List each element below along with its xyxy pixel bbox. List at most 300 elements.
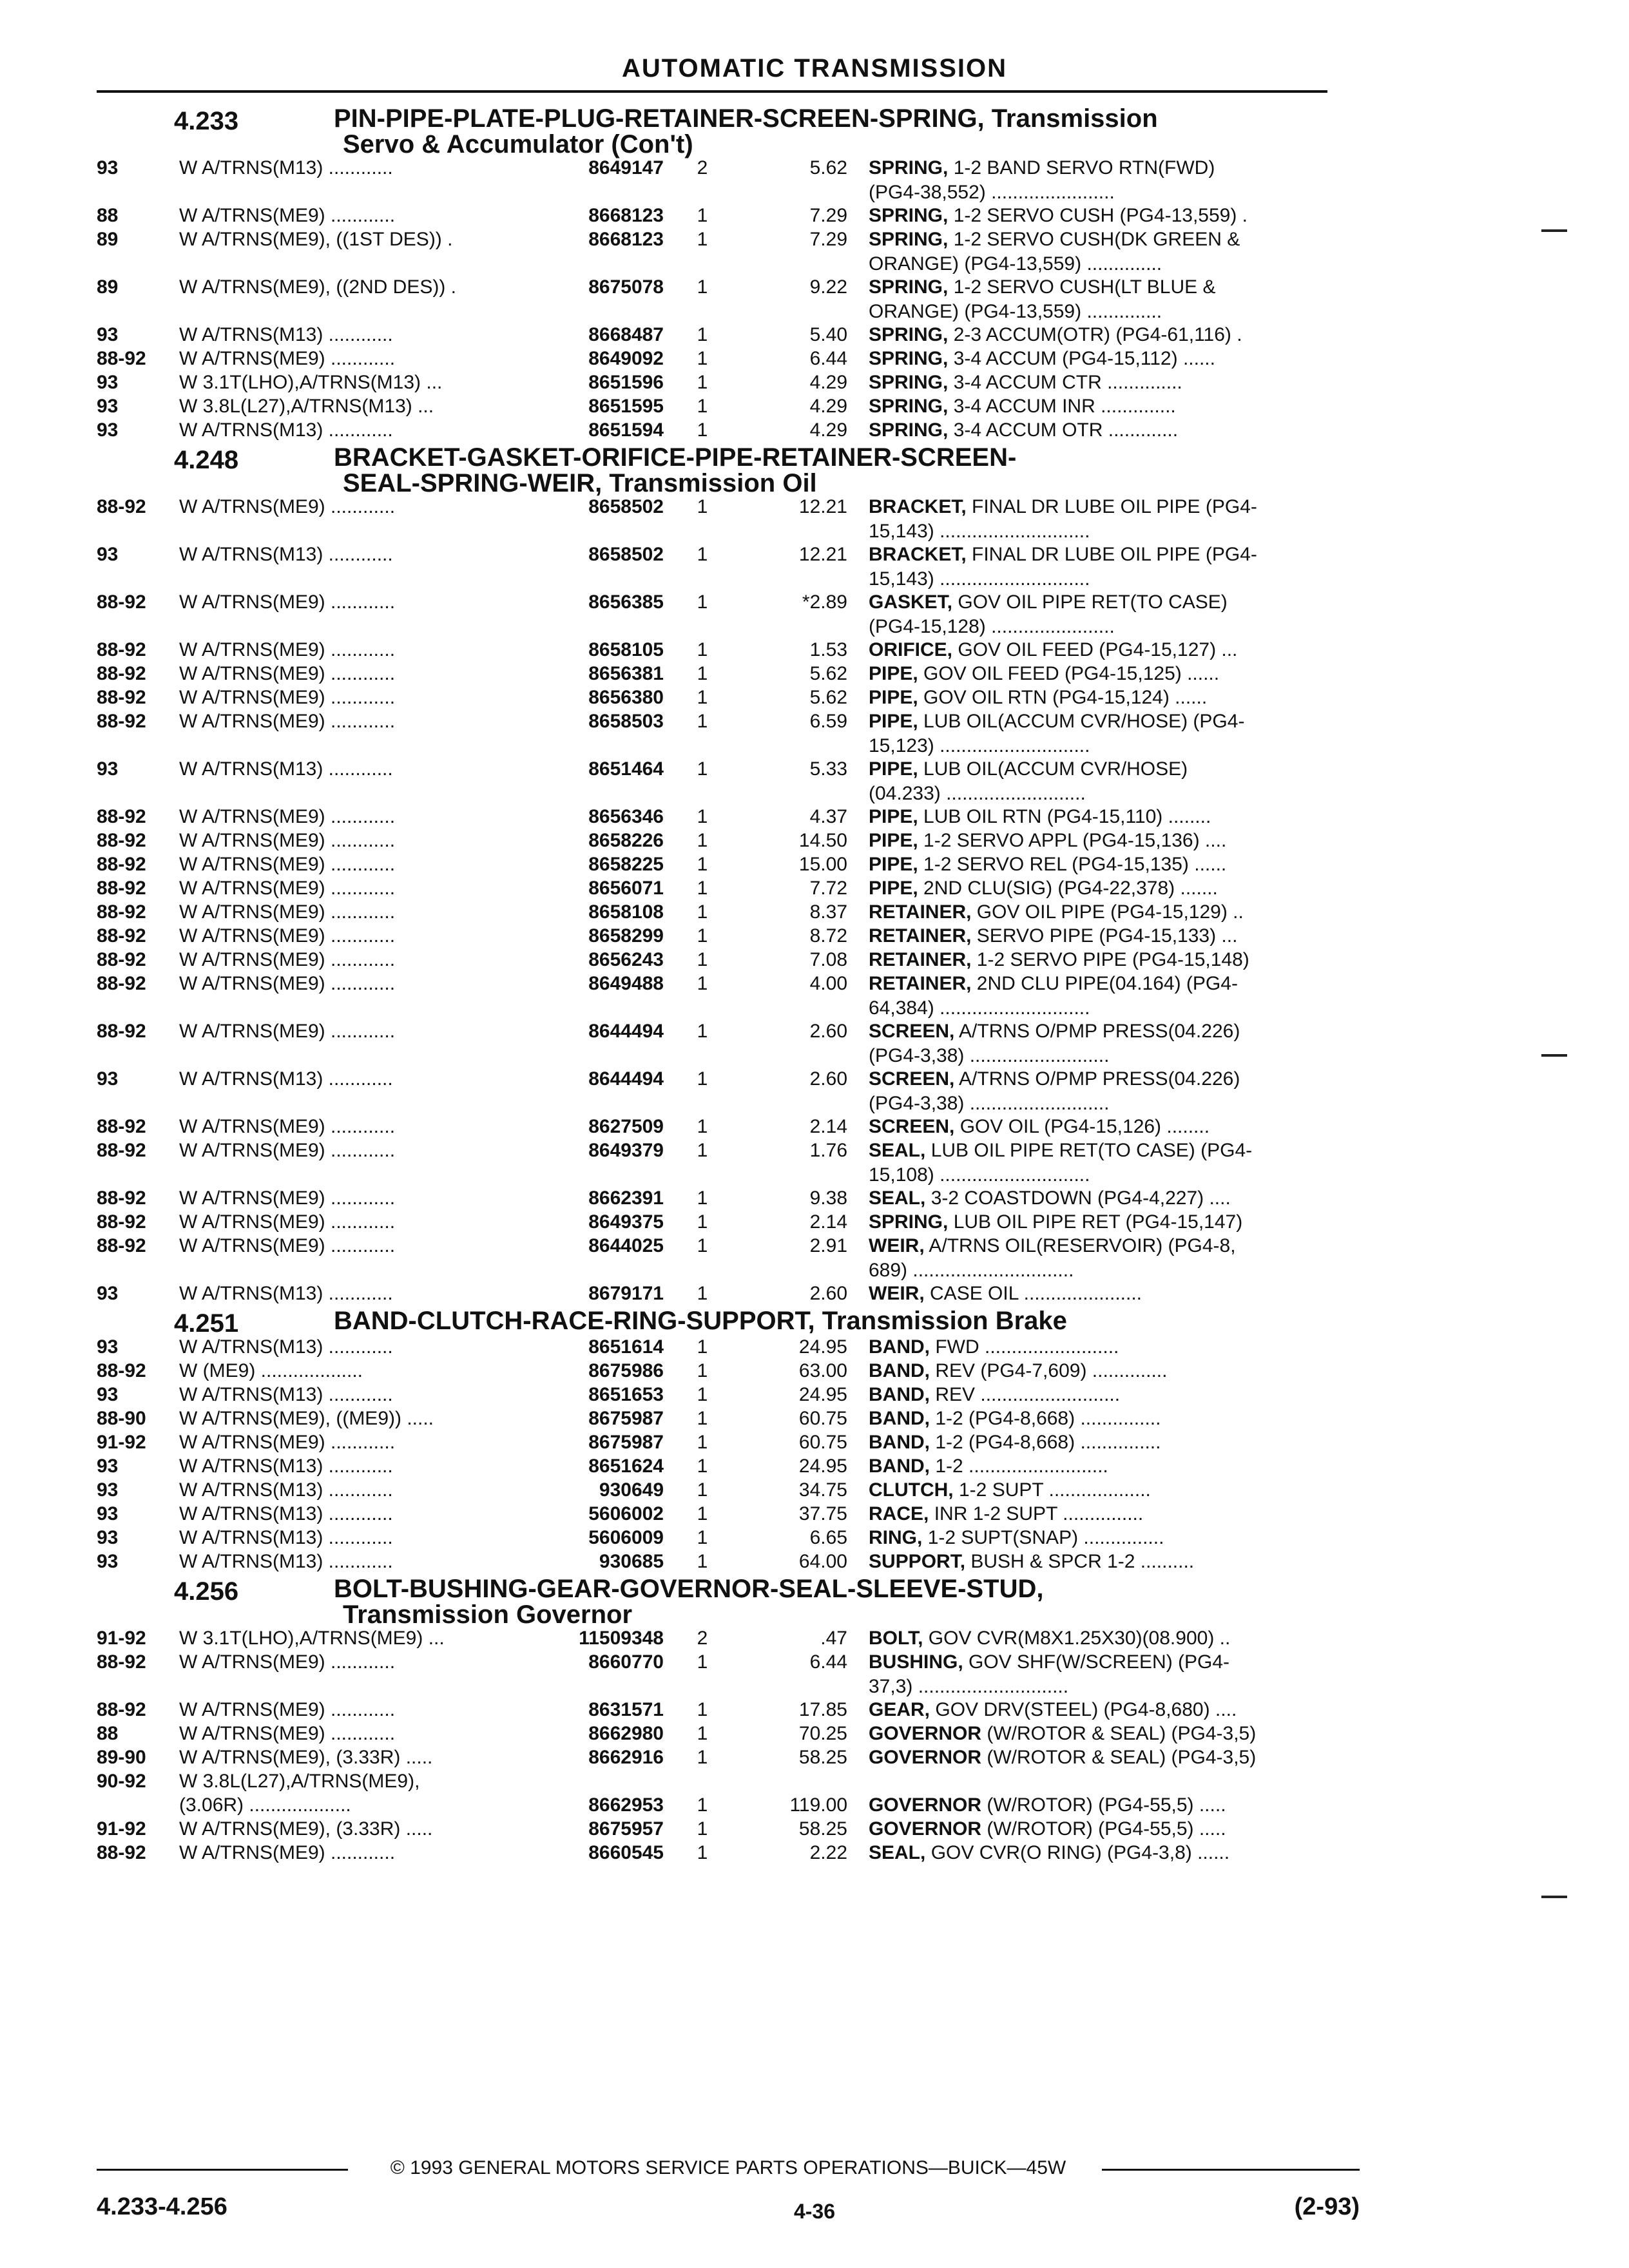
part-detail: LUB OIL RTN (PG4-15,110) ........	[923, 806, 1211, 827]
table-row	[97, 323, 1360, 347]
quantity: 1	[697, 758, 708, 780]
part-number: 8644494	[588, 1021, 664, 1042]
part-description	[869, 805, 1358, 829]
part-detail: 1-2 SERVO APPL (PG4-15,136) ....	[923, 830, 1227, 851]
table-row	[97, 275, 1360, 323]
part-description	[869, 1817, 1358, 1841]
part-name: SCREEN,	[869, 1068, 955, 1090]
price: 6.59	[809, 711, 847, 732]
part-name: PIPE,	[869, 806, 918, 827]
part-name: SPRING,	[869, 348, 949, 369]
quantity: 1	[697, 663, 708, 684]
quantity: 1	[697, 1432, 708, 1453]
part-description	[869, 204, 1358, 228]
part-description	[869, 1359, 1358, 1383]
header-rule	[97, 90, 1327, 93]
part-description	[869, 394, 1358, 419]
quantity: 1	[697, 1283, 708, 1304]
quantity: 1	[697, 949, 708, 970]
table-row	[97, 590, 1360, 638]
quantity: 1	[697, 1479, 708, 1501]
application: W A/TRNS(M13) ............	[179, 1068, 393, 1090]
part-name: PIPE,	[869, 711, 918, 732]
table-row	[97, 1478, 1360, 1502]
part-description	[869, 948, 1358, 972]
price: .47	[820, 1628, 847, 1649]
part-detail: BUSH & SPCR 1-2 ..........	[970, 1551, 1195, 1572]
model-year: 93	[97, 1456, 119, 1477]
section-header	[97, 103, 1360, 159]
part-name: PIPE,	[869, 687, 918, 708]
application: W A/TRNS(M13) ............	[179, 419, 393, 441]
part-description	[869, 686, 1358, 710]
part-number: 11509348	[579, 1628, 664, 1649]
part-name: BAND,	[869, 1384, 930, 1405]
application: W A/TRNS(ME9) ............	[179, 496, 396, 517]
part-number: 8649092	[588, 348, 664, 369]
part-description	[869, 1526, 1358, 1550]
model-year: 88-92	[97, 663, 146, 684]
section-title	[334, 1308, 1067, 1334]
model-year: 88-92	[97, 687, 146, 708]
table-row	[97, 1019, 1360, 1067]
quantity: 1	[697, 276, 708, 298]
model-year: 88-92	[97, 639, 146, 660]
quantity: 1	[697, 1187, 708, 1209]
table-row	[97, 805, 1360, 829]
part-name: SPRING,	[869, 157, 949, 178]
part-name: GEAR,	[869, 1699, 930, 1720]
part-name: SPRING,	[869, 396, 949, 417]
part-detail: GOV OIL PIPE (PG4-15,129) ..	[976, 901, 1244, 923]
part-description	[869, 156, 1358, 205]
part-name: PIPE,	[869, 878, 918, 899]
application: W A/TRNS(ME9) ............	[179, 973, 396, 994]
application: W A/TRNS(M13) ............	[179, 157, 393, 178]
part-detail: GOV SHF(W/SCREEN) (PG4- 37,3) ............................	[869, 1651, 1230, 1697]
application: W (ME9) ...................	[179, 1360, 363, 1381]
application: W A/TRNS(ME9) ............	[179, 1651, 396, 1673]
part-name: GOVERNOR	[869, 1794, 982, 1816]
part-description	[869, 709, 1358, 758]
part-number: 8675957	[588, 1818, 664, 1840]
application: W 3.1T(LHO),A/TRNS(ME9) ...	[179, 1628, 445, 1649]
margin-mark	[1541, 1896, 1567, 1898]
part-description	[869, 1550, 1358, 1574]
part-description	[869, 662, 1358, 686]
part-name: RETAINER,	[869, 925, 972, 947]
application: W A/TRNS(M13) ............	[179, 1456, 393, 1477]
part-number: 8660545	[588, 1842, 664, 1863]
quantity: 1	[697, 1336, 708, 1358]
part-detail: 3-4 ACCUM (PG4-15,112) ......	[953, 348, 1215, 369]
part-number: 8675987	[588, 1432, 664, 1453]
part-name: SPRING,	[869, 324, 949, 345]
price: 5.40	[809, 324, 847, 345]
table-row	[97, 394, 1360, 418]
part-number: 8631571	[588, 1699, 664, 1720]
model-year: 88-92	[97, 1651, 146, 1673]
table-row	[97, 1234, 1360, 1282]
part-name: GASKET,	[869, 591, 953, 613]
table-row	[97, 495, 1360, 543]
price: 58.25	[798, 1747, 847, 1768]
part-detail: 2ND CLU(SIG) (PG4-22,378) .......	[923, 878, 1218, 899]
catalog-section	[97, 442, 1360, 1305]
part-name: BAND,	[869, 1408, 930, 1429]
application: W A/TRNS(ME9) ............	[179, 1699, 396, 1720]
part-number: 8675986	[588, 1360, 664, 1381]
part-description	[869, 1115, 1358, 1139]
model-year: 93	[97, 324, 119, 345]
table-row	[97, 948, 1360, 972]
model-year: 93	[97, 1527, 119, 1548]
part-description	[869, 638, 1358, 662]
price: 37.75	[798, 1503, 847, 1524]
table-row	[97, 1359, 1360, 1383]
model-year: 88-92	[97, 591, 146, 613]
table-row	[97, 638, 1360, 662]
part-name: SCREEN,	[869, 1021, 955, 1042]
application: W 3.1T(LHO),A/TRNS(M13) ...	[179, 372, 443, 393]
section-number: 4.251	[174, 1309, 239, 1338]
part-detail: 3-2 COASTDOWN (PG4-4,227) ....	[930, 1187, 1231, 1209]
application: W A/TRNS(ME9) ............	[179, 663, 396, 684]
application: W A/TRNS(ME9) ............	[179, 1235, 396, 1256]
model-year: 93	[97, 1336, 119, 1358]
application: W A/TRNS(ME9) ............	[179, 1432, 396, 1453]
application: W A/TRNS(M13) ............	[179, 758, 393, 780]
part-number: 8644494	[588, 1068, 664, 1090]
application: W A/TRNS(ME9), (3.33R) .....	[179, 1747, 433, 1768]
section-title	[334, 445, 1016, 496]
part-detail: 1-2 SUPT ...................	[959, 1479, 1151, 1501]
part-number: 8649488	[588, 973, 664, 994]
part-description	[869, 924, 1358, 948]
model-year: 89-90	[97, 1747, 146, 1768]
model-year: 88-92	[97, 973, 146, 994]
price: 5.33	[809, 758, 847, 780]
part-description	[869, 1407, 1358, 1431]
part-number: 8651624	[588, 1456, 664, 1477]
quantity: 1	[697, 806, 708, 827]
quantity: 1	[697, 901, 708, 923]
part-name: WEIR,	[869, 1283, 925, 1304]
part-detail: 1-2 SERVO PIPE (PG4-15,148)	[976, 949, 1249, 970]
part-description	[869, 876, 1358, 901]
part-name: RACE,	[869, 1503, 929, 1524]
part-description	[869, 852, 1358, 877]
model-year: 88-92	[97, 949, 146, 970]
application: W A/TRNS(ME9) ............	[179, 687, 396, 708]
part-name: RETAINER,	[869, 901, 972, 923]
quantity: 1	[697, 830, 708, 851]
footer-revision-date: (2-93)	[1294, 2193, 1360, 2220]
part-detail: SERVO PIPE (PG4-15,133) ...	[976, 925, 1238, 947]
part-name: BAND,	[869, 1432, 930, 1453]
part-description	[869, 323, 1358, 347]
application: W A/TRNS(ME9), ((1ST DES)) .	[179, 229, 453, 250]
price: 2.60	[809, 1021, 847, 1042]
part-number: 8656380	[588, 687, 664, 708]
part-name: SEAL,	[869, 1187, 926, 1209]
part-name: GOVERNOR	[869, 1723, 982, 1744]
table-row	[97, 1067, 1360, 1115]
price: 64.00	[798, 1551, 847, 1572]
table-row	[97, 1550, 1360, 1573]
part-detail: REV ..........................	[935, 1384, 1121, 1405]
footer-section-range: 4.233-4.256	[97, 2193, 227, 2220]
part-name: CLUTCH,	[869, 1479, 954, 1501]
price: 7.29	[809, 205, 847, 226]
part-number: 930685	[599, 1551, 664, 1572]
part-description	[869, 1186, 1358, 1211]
price: 4.00	[809, 973, 847, 994]
part-detail: 2-3 ACCUM(OTR) (PG4-61,116) .	[953, 324, 1242, 345]
quantity: 1	[697, 925, 708, 947]
price: 24.95	[798, 1336, 847, 1358]
price: 9.38	[809, 1187, 847, 1209]
quantity: 1	[697, 1651, 708, 1673]
application: W A/TRNS(M13) ............	[179, 1283, 393, 1304]
model-year: 88-90	[97, 1408, 146, 1429]
table-row	[97, 662, 1360, 686]
price: 2.14	[809, 1116, 847, 1137]
quantity: 1	[697, 1360, 708, 1381]
part-number: 8656385	[588, 591, 664, 613]
quantity: 1	[697, 1503, 708, 1524]
part-detail: FINAL DR LUBE OIL PIPE (PG4- 15,143) ............................	[869, 496, 1257, 542]
part-number: 8658503	[588, 711, 664, 732]
part-detail: 2ND CLU PIPE(04.164) (PG4- 64,384) ............................	[869, 973, 1238, 1019]
part-description	[869, 1478, 1358, 1503]
part-detail: (W/ROTOR & SEAL) (PG4-3,5)	[987, 1723, 1257, 1744]
part-description	[869, 347, 1358, 371]
part-number: 8656243	[588, 949, 664, 970]
application: (3.06R) ...................	[179, 1794, 351, 1816]
model-year: 93	[97, 396, 119, 417]
table-row	[97, 1282, 1360, 1305]
application: W A/TRNS(ME9) ............	[179, 711, 396, 732]
part-name: RING,	[869, 1527, 923, 1548]
part-description	[869, 1430, 1358, 1455]
quantity: 1	[697, 348, 708, 369]
part-detail: 3-4 ACCUM CTR ..............	[953, 372, 1182, 393]
table-row	[97, 876, 1360, 900]
model-year: 88	[97, 205, 119, 226]
application: W 3.8L(L27),A/TRNS(ME9),	[179, 1771, 420, 1792]
part-number: 8658108	[588, 901, 664, 923]
price: 6.65	[809, 1527, 847, 1548]
application: W A/TRNS(ME9), ((ME9)) .....	[179, 1408, 434, 1429]
table-row	[97, 1383, 1360, 1407]
part-detail: 1-2 ..........................	[935, 1456, 1108, 1477]
part-name: SPRING,	[869, 205, 949, 226]
model-year: 88-92	[97, 1140, 146, 1161]
part-number: 8658502	[588, 496, 664, 517]
part-detail: LUB OIL(ACCUM CVR/HOSE) (04.233) ..........................	[869, 758, 1188, 804]
price: 8.37	[809, 901, 847, 923]
part-name: BAND,	[869, 1360, 930, 1381]
model-year: 89	[97, 276, 119, 298]
quantity: 1	[697, 711, 708, 732]
quantity: 1	[697, 372, 708, 393]
part-number: 8668487	[588, 324, 664, 345]
price: 60.75	[798, 1432, 847, 1453]
price: 24.95	[798, 1384, 847, 1405]
application: W A/TRNS(ME9) ............	[179, 1187, 396, 1209]
application: W A/TRNS(ME9) ............	[179, 639, 396, 660]
price: 12.21	[798, 496, 847, 517]
table-row	[97, 1210, 1360, 1234]
footer-rule-right	[1102, 2169, 1360, 2171]
price: 9.22	[809, 276, 847, 298]
catalog-section	[97, 103, 1360, 442]
quantity: 1	[697, 1408, 708, 1429]
part-name: ORIFICE,	[869, 639, 953, 660]
footer-page-number: 4-36	[793, 2200, 836, 2223]
quantity: 1	[697, 854, 708, 875]
part-detail: 3-4 ACCUM OTR .............	[953, 419, 1179, 441]
part-number: 8658226	[588, 830, 664, 851]
part-detail: 1-2 SUPT(SNAP) ...............	[927, 1527, 1164, 1548]
quantity: 1	[697, 687, 708, 708]
quantity: 1	[697, 1527, 708, 1548]
table-row	[97, 852, 1360, 876]
table-row	[97, 1407, 1360, 1430]
model-year: 93	[97, 1283, 119, 1304]
part-description	[869, 1650, 1358, 1699]
part-description	[869, 1234, 1358, 1283]
part-number: 8651594	[588, 419, 664, 441]
part-number: 8644025	[588, 1235, 664, 1256]
quantity: 1	[697, 1021, 708, 1042]
part-detail: INR 1-2 SUPT ...............	[934, 1503, 1144, 1524]
application: W A/TRNS(ME9) ............	[179, 901, 396, 923]
model-year: 88-92	[97, 878, 146, 899]
part-number: 8679171	[588, 1283, 664, 1304]
quantity: 1	[697, 1551, 708, 1572]
price: 4.29	[809, 372, 847, 393]
quantity: 1	[697, 1384, 708, 1405]
application: W A/TRNS(ME9) ............	[179, 878, 396, 899]
part-number: 8649147	[588, 157, 664, 178]
part-number: 8658105	[588, 639, 664, 660]
quantity: 1	[697, 1068, 708, 1090]
part-name: PIPE,	[869, 830, 918, 851]
model-year: 88-92	[97, 925, 146, 947]
part-name: SPRING,	[869, 229, 949, 250]
price: 2.91	[809, 1235, 847, 1256]
quantity: 1	[697, 1818, 708, 1840]
table-row	[97, 370, 1360, 394]
price: 6.44	[809, 348, 847, 369]
table-row	[97, 543, 1360, 590]
model-year: 93	[97, 1068, 119, 1090]
part-number: 8651614	[588, 1336, 664, 1358]
part-description	[869, 543, 1358, 591]
model-year: 88-92	[97, 348, 146, 369]
part-detail: 1-2 SERVO CUSH(LT BLUE & ORANGE) (PG4-13,559) ..............	[869, 276, 1216, 322]
quantity: 1	[697, 419, 708, 441]
section-title-line: Transmission Governor	[343, 1600, 633, 1629]
part-detail: CASE OIL ......................	[930, 1283, 1142, 1304]
model-year: 93	[97, 157, 119, 178]
part-name: WEIR,	[869, 1235, 925, 1256]
price: 4.29	[809, 419, 847, 441]
price: 14.50	[798, 830, 847, 851]
part-detail: A/TRNS O/PMP PRESS(04.226) (PG4-3,38) ..........................	[869, 1021, 1240, 1066]
part-detail: GOV OIL FEED (PG4-15,127) ...	[958, 639, 1238, 660]
part-description	[869, 1019, 1358, 1068]
part-number: 8658502	[588, 544, 664, 565]
table-row	[97, 1722, 1360, 1745]
price: 6.44	[809, 1651, 847, 1673]
part-name: SCREEN,	[869, 1116, 955, 1137]
part-number: 8651595	[588, 396, 664, 417]
part-detail: (W/ROTOR & SEAL) (PG4-3,5)	[987, 1747, 1257, 1768]
model-year: 88-92	[97, 1021, 146, 1042]
table-row	[97, 1817, 1360, 1841]
table-row	[97, 1115, 1360, 1139]
part-name: BOLT,	[869, 1628, 923, 1649]
application: W A/TRNS(M13) ............	[179, 324, 393, 345]
part-detail: LUB OIL PIPE RET (PG4-15,147)	[953, 1211, 1243, 1233]
part-number: 8658299	[588, 925, 664, 947]
price: 4.37	[809, 806, 847, 827]
price: 8.72	[809, 925, 847, 947]
part-description	[869, 418, 1358, 443]
catalog-section	[97, 1305, 1360, 1573]
part-number: 8662916	[588, 1747, 664, 1768]
section-title-line: PIN-PIPE-PLATE-PLUG-RETAINER-SCREEN-SPRING, Transmission	[334, 104, 1158, 133]
part-description	[869, 829, 1358, 853]
model-year: 93	[97, 758, 119, 780]
application: W A/TRNS(M13) ............	[179, 1479, 393, 1501]
quantity: 1	[697, 496, 708, 517]
quantity: 1	[697, 878, 708, 899]
section-header	[97, 442, 1360, 495]
part-detail: LUB OIL(ACCUM CVR/HOSE) (PG4- 15,123) ............................	[869, 711, 1245, 756]
section-title-line: Servo & Accumulator (Con't)	[343, 130, 693, 159]
table-row	[97, 829, 1360, 852]
part-number: 8668123	[588, 229, 664, 250]
table-row	[97, 757, 1360, 805]
price: 2.14	[809, 1211, 847, 1233]
section-title-line: BOLT-BUSHING-GEAR-GOVERNOR-SEAL-SLEEVE-STUD,	[334, 1575, 1044, 1603]
part-number: 5606009	[588, 1527, 664, 1548]
part-detail: GOV CVR(M8X1.25X30)(08.900) ..	[928, 1628, 1231, 1649]
part-number: 8656346	[588, 806, 664, 827]
part-number: 8651653	[588, 1384, 664, 1405]
part-number: 8675078	[588, 276, 664, 298]
section-title-line: SEAL-SPRING-WEIR, Transmission Oil	[343, 469, 817, 497]
part-detail: GOV CVR(O RING) (PG4-3,8) ......	[930, 1842, 1230, 1863]
quantity: 1	[697, 1235, 708, 1256]
part-description	[869, 1698, 1358, 1722]
part-name: SEAL,	[869, 1842, 926, 1863]
part-description	[869, 495, 1358, 544]
part-description	[869, 1383, 1358, 1407]
section-title-line: BRACKET-GASKET-ORIFICE-PIPE-RETAINER-SCREEN-	[334, 443, 1017, 472]
table-row	[97, 156, 1360, 204]
model-year: 91-92	[97, 1432, 146, 1453]
application: W A/TRNS(M13) ............	[179, 544, 393, 565]
margin-mark	[1541, 229, 1567, 232]
table-row	[97, 686, 1360, 709]
model-year: 93	[97, 1479, 119, 1501]
part-detail: GOV OIL PIPE RET(TO CASE) (PG4-15,128) .......................	[869, 591, 1228, 637]
